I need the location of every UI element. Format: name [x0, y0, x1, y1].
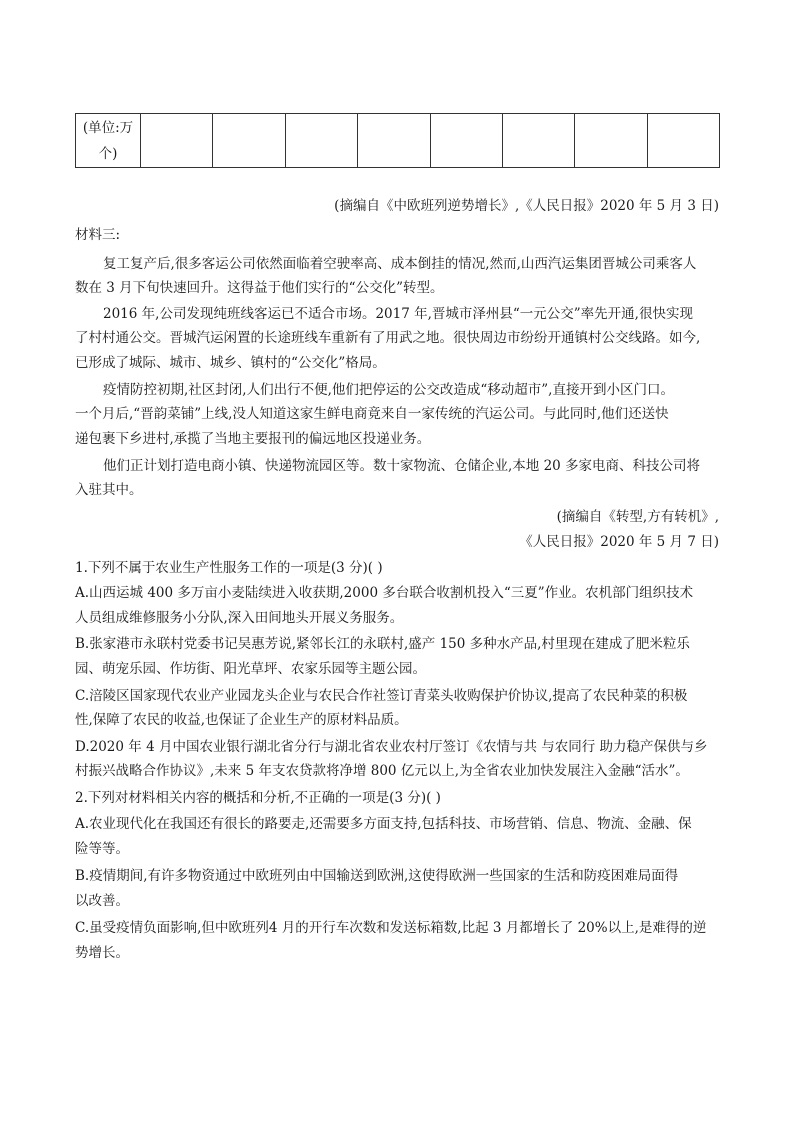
question-1-option-a-cont: 人员组成维修服务小分队,深入田间地头开展义务服务。 [75, 610, 404, 626]
material3-line: 2016 年,公司发现纯班线客运已不适合市场。2017 年,晋城市泽州县“一元公交”率先开通,很快实现 [103, 306, 693, 322]
question-1-option-c: C.涪陵区国家现代农业产业园龙头企业与农民合作社签订青菜头收购保护价协议,提高了农民种菜的积极 [75, 688, 688, 704]
question-2-option-c-cont: 势增长。 [75, 945, 129, 961]
material3-line: 了村村通公交。晋城汽运闲置的长途班线车重新有了用武之地。很快周边市纷纷开通镇村公交线路。如今, [75, 330, 701, 346]
table-row [76, 114, 720, 168]
table-cell [430, 114, 502, 168]
unit-label-line2: 个) [98, 145, 118, 162]
question-1-option-d-cont: 村振兴战略合作协议》,未来 5 年支农贷款将净增 800 亿元以上,为全省农业加快发展注入金融“活水”。 [75, 763, 689, 779]
material3-line: 入驻其中。 [75, 482, 143, 498]
table-cell [213, 114, 285, 168]
question-1-option-c-cont: 性,保障了农民的收益,也保证了企业生产的原材料品质。 [75, 712, 408, 728]
material3-line: 一个月后,“晋韵菜铺”上线,没人知道这家生鲜电商竟来自一家传统的汽运公司。与此同时,他们还送快 [75, 406, 669, 422]
table-cell [575, 114, 647, 168]
unit-label-line1: (单位:万 [82, 119, 134, 136]
question-2-option-b-cont: 以改善。 [75, 893, 129, 909]
material3-line: 他们正计划打造电商小镇、快递物流园区等。数十家物流、仓储企业,本地 20 多家电商、科技公司将 [103, 458, 701, 474]
unit-cell [76, 114, 141, 168]
question-1-option-d: D.2020 年 4 月中国农业银行湖北省分行与湖北省农业农村厅签订《农情与共 与农同行 助力稳产保供与乡 [75, 739, 708, 755]
question-2-option-a: A.农业现代化在我国还有很长的路要走,还需要多方面支持,包括科技、市场营销、信息、物流、金融、保 [75, 816, 692, 832]
question-2-stem: 2.下列对材料相关内容的概括和分析,不正确的一项是(3 分)( ) [75, 790, 441, 806]
source-citation-1: (摘编自《中欧班列逆势增长》,《人民日报》2020 年 5 月 3 日) [334, 198, 719, 214]
table-cell [358, 114, 430, 168]
table-cell [141, 114, 213, 168]
question-1-option-b-cont: 园、萌宠乐园、作坊街、阳光草坪、农家乐园等主题公园。 [75, 661, 426, 677]
question-1-option-b: B.张家港市永联村党委书记吴惠芳说,紧邻长江的永联村,盛产 150 多种水产品,村里现在建成了肥米粒乐 [75, 636, 690, 652]
table-cell [502, 114, 574, 168]
material3-heading: 材料三: [75, 227, 121, 243]
material3-line: 数在 3 月下旬快速回升。这得益于他们实行的“公交化”转型。 [75, 280, 444, 296]
table-cell [647, 114, 719, 168]
material3-line: 递包裹下乡进村,承揽了当地主要报刊的偏远地区投递业务。 [75, 431, 431, 447]
data-table-fragment [75, 113, 720, 168]
table-cell [285, 114, 357, 168]
material3-line: 疫情防控初期,社区封闭,人们出行不便,他们把停运的公交改造成“移动超市”,直接开到小区门口。 [103, 382, 674, 398]
question-2-option-b: B.疫情期间,有许多物资通过中欧班列由中国输送到欧洲,这使得欧洲一些国家的生活和防疫困难局面得 [75, 868, 679, 884]
question-1-option-a: A.山西运城 400 多万亩小麦陆续进入收获期,2000 多台联合收割机投入“三夏”作业。农机部门组织技术 [75, 585, 694, 601]
material3-line: 已形成了城际、城市、城乡、镇村的“公交化”格局。 [75, 355, 386, 371]
question-2-option-c: C.虽受疫情负面影响,但中欧班列4 月的开行车次数和发送标箱数,比起 3 月都增长了 20%以上,是难得的逆 [75, 920, 707, 936]
source-citation-2-line2: 《人民日报》2020 年 5 月 7 日) [519, 534, 719, 550]
material3-line: 复工复产后,很多客运公司依然面临着空驶率高、成本倒挂的情况,然而,山西汽运集团晋城公司乘客人 [103, 256, 697, 272]
source-citation-2-line1: (摘编自《转型,方有转机》, [556, 509, 719, 525]
question-1-stem: 1.下列不属于农业生产性服务工作的一项是(3 分)( ) [75, 560, 383, 576]
question-2-option-a-cont: 险等等。 [75, 841, 129, 857]
